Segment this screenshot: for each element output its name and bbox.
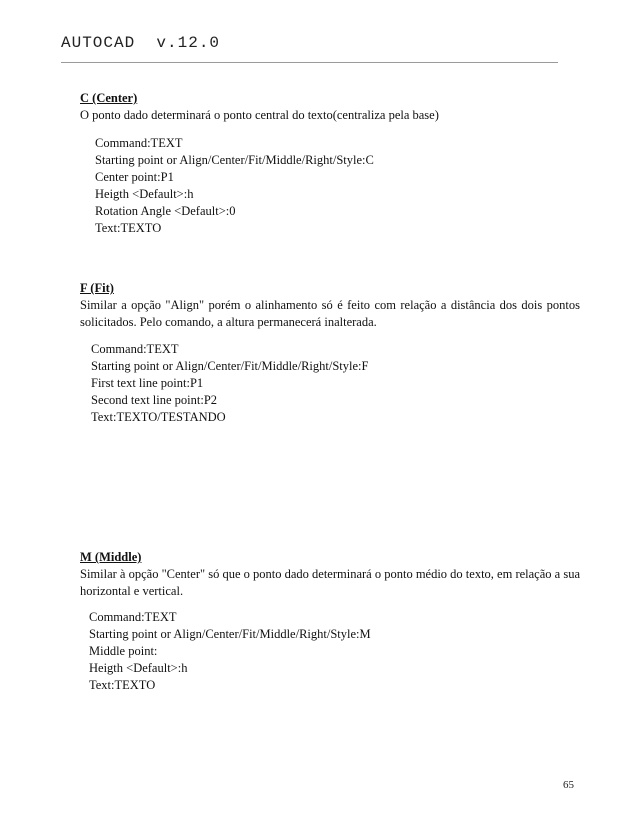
- section-description: Similar a opção "Align" porém o alinhamento só é feito com relação a distância dos dois pontos solicitados. Pelo comando, a altura permanecerá inalterada.: [80, 298, 580, 329]
- command-block: [95, 135, 580, 237]
- command-block: [89, 609, 580, 694]
- command-line: Rotation Angle <Default>:0: [95, 204, 236, 218]
- command-line: Command:TEXT: [91, 342, 179, 356]
- section-description: O ponto dado determinará o ponto central do texto(centraliza pela base): [80, 108, 439, 122]
- command-line: Text:TEXTO: [95, 221, 162, 235]
- section-description: Similar à opção "Center" só que o ponto dado determinará o ponto médio do texto, em relação a sua horizontal e vertical.: [80, 567, 580, 598]
- page-header-title: AUTOCAD v.12.0: [61, 34, 221, 52]
- command-line: Middle point:: [89, 644, 158, 658]
- command-line: Text:TEXTO/TESTANDO: [91, 410, 226, 424]
- section-title: C (Center): [80, 91, 138, 105]
- page-number: 65: [563, 779, 574, 791]
- header-rule: [61, 62, 558, 63]
- section-middle: [80, 549, 580, 694]
- command-line: Second text line point:P2: [91, 393, 218, 407]
- command-line: Starting point or Align/Center/Fit/Middle/Right/Style:F: [91, 359, 369, 373]
- command-line: Heigth <Default>:h: [95, 187, 194, 201]
- section-title: F (Fit): [80, 281, 114, 295]
- command-line: Starting point or Align/Center/Fit/Middle/Right/Style:M: [89, 627, 371, 641]
- command-line: Center point:P1: [95, 170, 174, 184]
- command-block: [91, 341, 580, 426]
- command-line: Starting point or Align/Center/Fit/Middle/Right/Style:C: [95, 153, 374, 167]
- section-center: [80, 90, 580, 237]
- command-line: Command:TEXT: [89, 610, 177, 624]
- command-line: Heigth <Default>:h: [89, 661, 188, 675]
- section-fit: [80, 280, 580, 426]
- section-title: M (Middle): [80, 550, 142, 564]
- command-line: Command:TEXT: [95, 136, 183, 150]
- command-line: Text:TEXTO: [89, 678, 156, 692]
- command-line: First text line point:P1: [91, 376, 204, 390]
